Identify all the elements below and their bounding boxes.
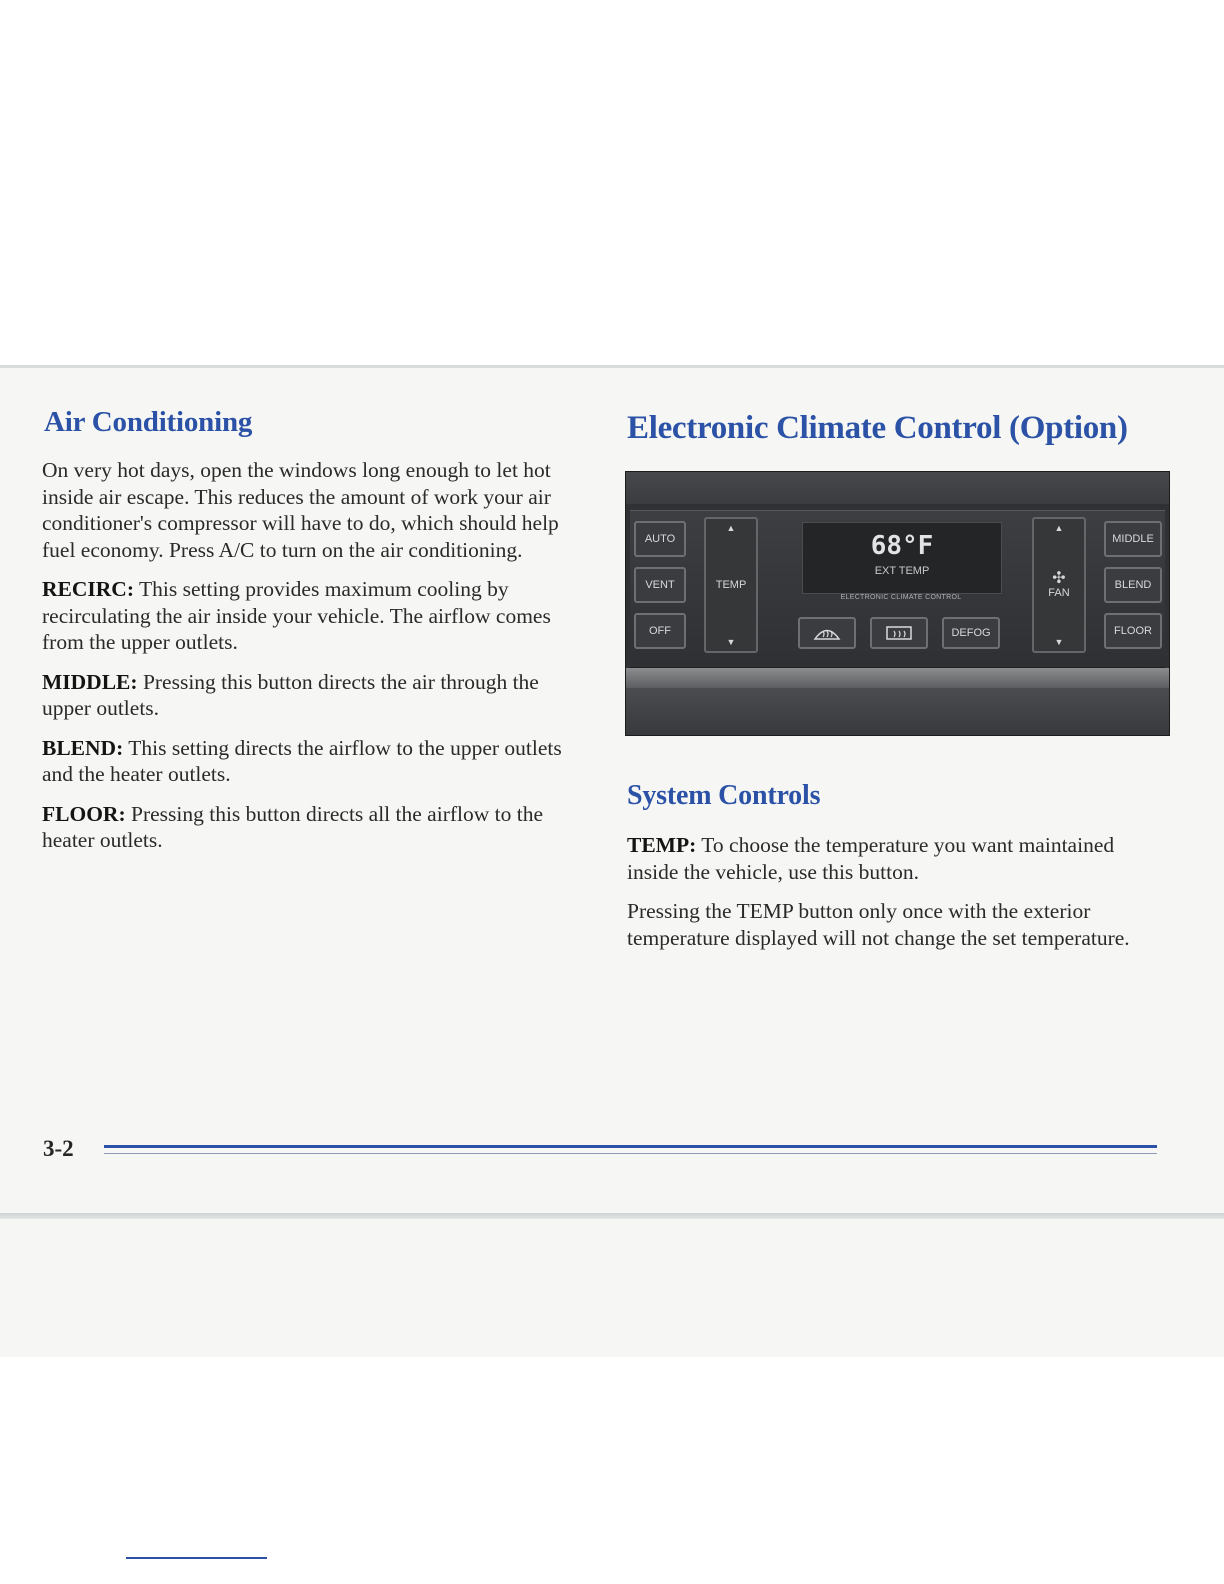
page-number: 3-2 <box>43 1136 74 1161</box>
temp-label: TEMP <box>715 579 747 591</box>
air-conditioning-intro: On very hot days, open the windows long enough to let hot inside air escape. This reduces the amount of work your air conditioner's compressor will have to do, which should help fuel economy. Press A/C to turn on the air conditioning. <box>42 458 559 562</box>
scan-margin-mark <box>126 1557 267 1559</box>
temp-text: To choose the temperature you want maintained inside the vehicle, use this button. <box>627 833 1115 884</box>
dash-trim-top <box>626 472 1169 504</box>
auto-button: AUTO <box>634 521 686 557</box>
floor-button: FLOOR <box>1104 613 1162 649</box>
system-controls-heading: System Controls <box>627 780 821 811</box>
temp-note: Pressing the TEMP button only once with the exterior temperature displayed will not change the set temperature. <box>627 899 1130 950</box>
fan-rocker <box>1032 517 1086 653</box>
fan-control <box>1034 571 1084 599</box>
floor-text: Pressing this button directs all the airflow to the heater outlets. <box>42 801 544 852</box>
display-value: 68°F <box>870 531 934 561</box>
floor-paragraph <box>42 801 590 854</box>
middle-button: MIDDLE <box>1104 521 1162 557</box>
dash-base <box>626 688 1169 735</box>
defog-button: DEFOG <box>942 617 1000 649</box>
dash-trim-bottom <box>626 668 1169 688</box>
middle-paragraph <box>42 669 590 722</box>
off-button: OFF <box>634 613 686 649</box>
air-conditioning-heading: Air Conditioning <box>44 406 253 438</box>
temp-term: TEMP: <box>627 833 697 857</box>
temperature-display <box>802 522 1002 594</box>
blend-button: BLEND <box>1104 567 1162 603</box>
fan-icon: ✣ <box>1052 570 1066 587</box>
footer-rule <box>104 1145 1157 1148</box>
fan-down-arrow-icon: ▼ <box>1054 637 1064 647</box>
control-panel <box>630 510 1165 668</box>
climate-control-panel-photo <box>625 471 1170 736</box>
front-defrost-icon <box>812 624 842 642</box>
middle-term: MIDDLE: <box>42 669 138 694</box>
rear-defrost-button <box>870 617 928 649</box>
blend-text: This setting directs the airflow to the upper outlets and the heater outlets. <box>42 735 562 786</box>
panel-caption: ELECTRONIC CLIMATE CONTROL <box>840 594 962 601</box>
page-top-edge <box>0 365 1224 368</box>
recirc-text: This setting provides maximum cooling by recirculating the air inside your vehicle. The airflow comes from the upper outlets. <box>42 577 551 654</box>
rear-defrost-icon <box>884 624 914 642</box>
blend-paragraph <box>42 735 590 788</box>
front-defrost-button <box>798 617 856 649</box>
left-column <box>42 406 590 867</box>
recirc-term: RECIRC: <box>42 577 134 601</box>
temp-paragraph <box>627 832 1167 885</box>
fan-label: FAN <box>1048 587 1070 599</box>
page-bottom-edge <box>0 1213 1224 1219</box>
temp-up-arrow-icon: ▲ <box>726 523 736 533</box>
display-label: EXT TEMP <box>874 565 930 577</box>
middle-text: Pressing this button directs the air through the upper outlets. <box>42 669 539 720</box>
fan-up-arrow-icon: ▲ <box>1054 523 1064 533</box>
temp-rocker <box>704 517 758 653</box>
climate-control-heading: Electronic Climate Control (Option) <box>627 410 1128 446</box>
footer-rule-thin <box>104 1153 1157 1154</box>
temp-down-arrow-icon: ▼ <box>726 637 736 647</box>
vent-button: VENT <box>634 567 686 603</box>
floor-term: FLOOR: <box>42 801 126 826</box>
recirc-paragraph <box>42 576 590 656</box>
blend-term: BLEND: <box>42 735 124 760</box>
right-column <box>627 410 1167 964</box>
